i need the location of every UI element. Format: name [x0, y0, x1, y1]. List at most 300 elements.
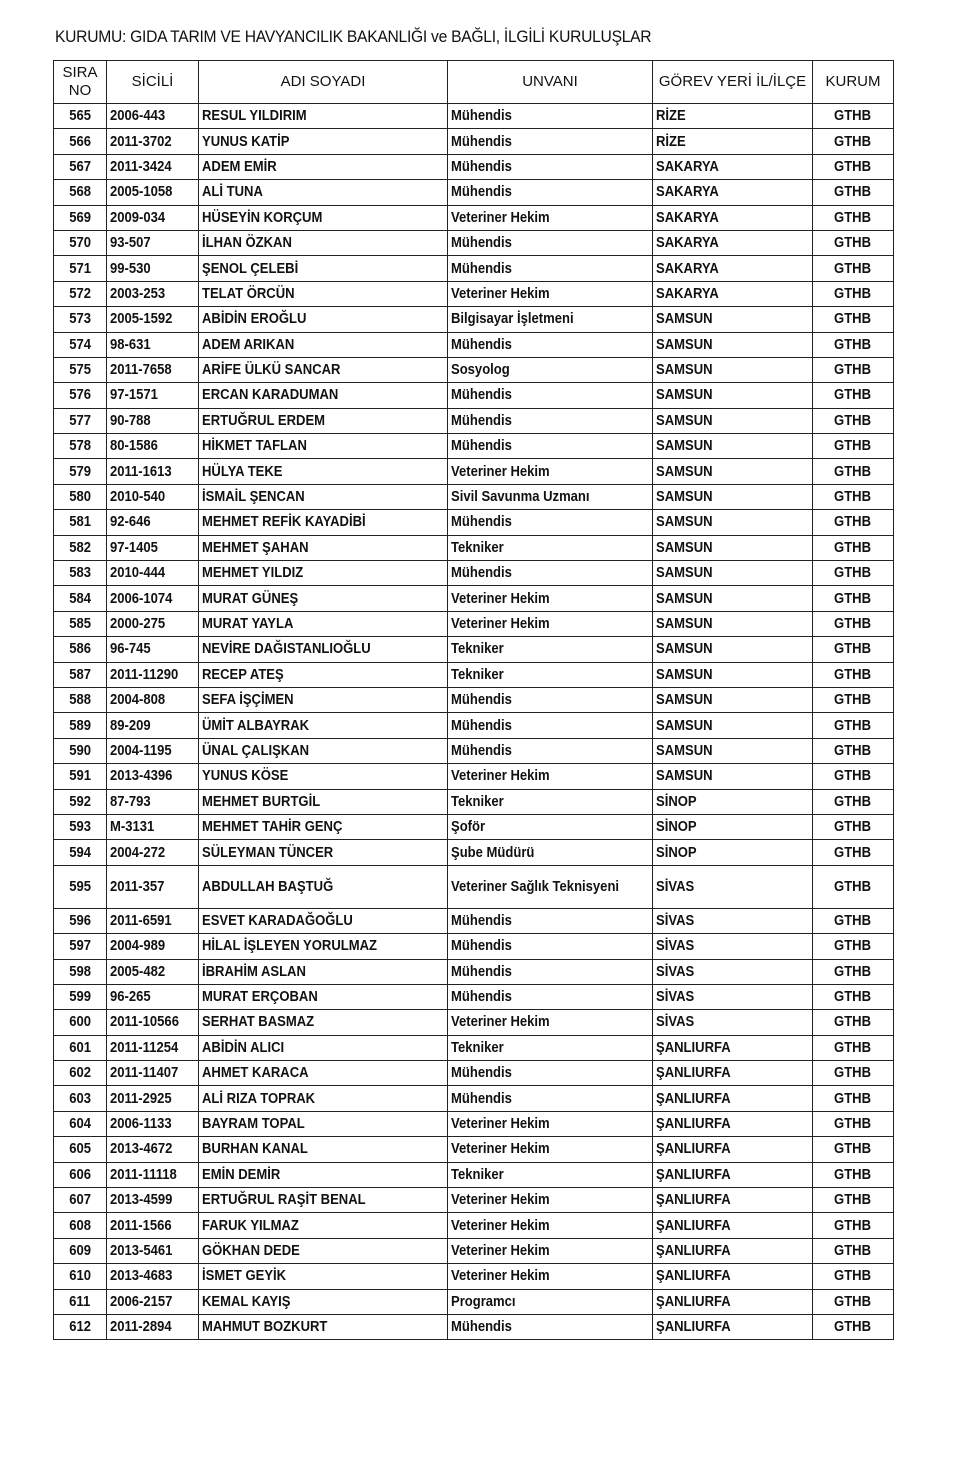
cell-adi-soyadi: [199, 154, 448, 179]
cell-sicil: [107, 484, 199, 509]
cell-sicil-text: 2010-540: [110, 489, 166, 506]
cell-gorev-yeri-text: SİVAS: [656, 938, 695, 955]
cell-adi-soyadi: [199, 561, 448, 586]
cell-sicil-text: 2011-3702: [110, 133, 172, 150]
table-row: [54, 1162, 894, 1187]
cell-unvani: [448, 510, 653, 535]
cell-adi-soyadi-text: HİKMET TAFLAN: [202, 438, 307, 455]
cell-sicil: [107, 1086, 199, 1111]
cell-sicil-text: 2013-4599: [110, 1192, 173, 1209]
cell-unvani-text: Veteriner Hekim: [451, 1242, 550, 1259]
cell-kurum: [813, 662, 894, 687]
cell-kurum-text: GTHB: [834, 989, 872, 1006]
cell-kurum: [813, 1086, 894, 1111]
table-row: [54, 1213, 894, 1238]
cell-kurum-text: GTHB: [834, 438, 872, 455]
cell-unvani-text: Veteriner Hekim: [451, 1116, 550, 1133]
cell-gorev-yeri: [653, 205, 813, 230]
cell-kurum: [813, 1238, 894, 1263]
cell-unvani: [448, 687, 653, 712]
cell-gorev-yeri-text: SAKARYA: [656, 209, 719, 226]
cell-kurum-text: GTHB: [834, 184, 872, 201]
table-row: [54, 459, 894, 484]
cell-sira-no: [54, 154, 107, 179]
cell-unvani: [448, 1086, 653, 1111]
table-row: [54, 256, 894, 281]
cell-sicil: [107, 535, 199, 560]
cell-gorev-yeri: [653, 281, 813, 306]
cell-unvani: [448, 1238, 653, 1263]
cell-unvani: [448, 332, 653, 357]
cell-sira-no-text: 572: [69, 285, 91, 302]
cell-kurum: [813, 1061, 894, 1086]
cell-sicil-text: 93-507: [110, 235, 151, 252]
cell-kurum: [813, 307, 894, 332]
cell-unvani-text: Mühendis: [451, 235, 512, 252]
cell-sira-no: [54, 611, 107, 636]
cell-adi-soyadi: [199, 180, 448, 205]
table-row: [54, 434, 894, 459]
cell-adi-soyadi: [199, 535, 448, 560]
header-no-label: NO: [68, 82, 92, 99]
cell-gorev-yeri: [653, 1188, 813, 1213]
cell-adi-soyadi: [199, 586, 448, 611]
cell-sira-no: [54, 1238, 107, 1263]
cell-adi-soyadi-text: İSMET GEYİK: [202, 1268, 287, 1285]
cell-sira-no-text: 568: [69, 184, 91, 201]
cell-unvani-text: Mühendis: [451, 260, 512, 277]
cell-kurum: [813, 459, 894, 484]
cell-adi-soyadi-text: ADEM EMİR: [202, 158, 277, 175]
cell-sicil: [107, 908, 199, 933]
cell-sicil-text: 2013-4396: [110, 768, 173, 785]
cell-gorev-yeri-text: ŞANLIURFA: [656, 1166, 731, 1183]
cell-adi-soyadi-text: ERTUĞRUL RAŞİT BENAL: [202, 1192, 366, 1209]
table-row: [54, 1035, 894, 1060]
cell-adi-soyadi-text: İLHAN ÖZKAN: [202, 235, 292, 252]
cell-unvani-text: Tekniker: [451, 539, 504, 556]
cell-kurum: [813, 738, 894, 763]
cell-sira-no: [54, 1213, 107, 1238]
cell-adi-soyadi: [199, 104, 448, 129]
cell-unvani: [448, 154, 653, 179]
cell-kurum: [813, 984, 894, 1009]
cell-sira-no: [54, 535, 107, 560]
cell-kurum: [813, 180, 894, 205]
cell-unvani-text: Mühendis: [451, 412, 512, 429]
cell-gorev-yeri-text: ŞANLIURFA: [656, 1217, 731, 1234]
cell-sira-no-text: 603: [69, 1090, 91, 1107]
cell-gorev-yeri-text: ŞANLIURFA: [656, 1192, 731, 1209]
cell-sicil-text: 97-1405: [110, 539, 158, 556]
cell-adi-soyadi: [199, 1188, 448, 1213]
table-row: [54, 281, 894, 306]
cell-kurum-text: GTHB: [834, 1116, 872, 1133]
cell-kurum-text: GTHB: [834, 1039, 872, 1056]
table-body: [54, 104, 894, 1340]
table-row: [54, 104, 894, 129]
cell-sicil: [107, 637, 199, 662]
cell-adi-soyadi-text: MEHMET REFİK KAYADİBİ: [202, 514, 366, 531]
cell-gorev-yeri: [653, 307, 813, 332]
cell-unvani-text: Veteriner Hekim: [451, 616, 550, 632]
cell-adi-soyadi-text: MEHMET TAHİR GENÇ: [202, 819, 343, 836]
cell-sicil: [107, 561, 199, 586]
cell-gorev-yeri-text: SAMSUN: [656, 489, 713, 506]
cell-unvani-text: Bilgisayar İşletmeni: [451, 311, 574, 328]
cell-kurum-text: GTHB: [834, 514, 872, 531]
cell-sira-no: [54, 104, 107, 129]
cell-unvani-text: Mühendis: [451, 963, 512, 980]
table-row: [54, 738, 894, 763]
cell-sicil: [107, 662, 199, 687]
cell-unvani-text: Veteriner Hekim: [451, 285, 550, 302]
cell-gorev-yeri-text: SİVAS: [656, 912, 695, 929]
cell-adi-soyadi-text: ABİDİN ALICI: [202, 1039, 285, 1056]
cell-sicil: [107, 1188, 199, 1213]
cell-sicil: [107, 180, 199, 205]
cell-unvani-text: Veteriner Hekim: [451, 768, 550, 785]
cell-kurum-text: GTHB: [834, 1242, 872, 1259]
cell-adi-soyadi: [199, 1111, 448, 1136]
cell-sira-no: [54, 434, 107, 459]
cell-gorev-yeri: [653, 535, 813, 560]
cell-unvani: [448, 1111, 653, 1136]
cell-unvani-text: Mühendis: [451, 184, 512, 201]
cell-gorev-yeri: [653, 1289, 813, 1314]
cell-sicil-text: 2011-11254: [110, 1039, 179, 1056]
cell-unvani-text: Mühendis: [451, 565, 512, 582]
cell-kurum-text: GTHB: [834, 311, 872, 328]
cell-unvani: [448, 230, 653, 255]
cell-unvani: [448, 586, 653, 611]
personnel-table: [53, 60, 894, 1340]
cell-unvani-text: Mühendis: [451, 692, 512, 709]
table-row: [54, 1188, 894, 1213]
table-row: [54, 764, 894, 789]
cell-sira-no-text: 598: [69, 963, 91, 980]
cell-gorev-yeri-text: SİVAS: [656, 1014, 695, 1031]
cell-sira-no-text: 589: [69, 717, 91, 734]
cell-unvani: [448, 1010, 653, 1035]
cell-kurum-text: GTHB: [834, 1319, 872, 1336]
cell-sira-no: [54, 687, 107, 712]
cell-adi-soyadi-text: BAYRAM TOPAL: [202, 1116, 305, 1133]
cell-sira-no: [54, 1086, 107, 1111]
table-row: [54, 129, 894, 154]
cell-gorev-yeri: [653, 814, 813, 839]
cell-sicil: [107, 104, 199, 129]
cell-unvani: [448, 814, 653, 839]
cell-adi-soyadi-text: MURAT GÜNEŞ: [202, 590, 299, 607]
cell-unvani: [448, 281, 653, 306]
cell-adi-soyadi: [199, 611, 448, 636]
cell-adi-soyadi: [199, 129, 448, 154]
cell-gorev-yeri-text: SAMSUN: [656, 565, 713, 582]
cell-gorev-yeri-text: SAKARYA: [656, 285, 719, 302]
cell-adi-soyadi: [199, 662, 448, 687]
cell-sira-no: [54, 662, 107, 687]
cell-gorev-yeri-text: SAMSUN: [656, 717, 713, 734]
cell-unvani-text: Mühendis: [451, 989, 512, 1006]
cell-unvani: [448, 959, 653, 984]
cell-gorev-yeri: [653, 586, 813, 611]
cell-sicil-text: 2003-253: [110, 285, 166, 302]
cell-unvani-text: Tekniker: [451, 666, 504, 683]
cell-unvani: [448, 1188, 653, 1213]
cell-kurum: [813, 586, 894, 611]
cell-sicil-text: 89-209: [110, 717, 151, 734]
cell-gorev-yeri-text: ŞANLIURFA: [656, 1319, 731, 1336]
cell-sira-no-text: 573: [69, 311, 91, 328]
cell-sicil: [107, 1162, 199, 1187]
cell-adi-soyadi: [199, 1137, 448, 1162]
cell-sira-no-text: 578: [69, 438, 91, 455]
cell-kurum: [813, 1314, 894, 1339]
cell-kurum: [813, 129, 894, 154]
cell-sira-no: [54, 713, 107, 738]
cell-gorev-yeri-text: SAMSUN: [656, 616, 713, 632]
cell-sicil: [107, 764, 199, 789]
table-row: [54, 713, 894, 738]
cell-unvani-text: Tekniker: [451, 641, 504, 658]
cell-kurum-text: GTHB: [834, 616, 872, 632]
cell-adi-soyadi: [199, 1010, 448, 1035]
cell-sira-no: [54, 281, 107, 306]
cell-sira-no: [54, 256, 107, 281]
cell-adi-soyadi: [199, 230, 448, 255]
cell-gorev-yeri: [653, 764, 813, 789]
cell-kurum-text: GTHB: [834, 878, 872, 895]
cell-gorev-yeri-text: SAMSUN: [656, 514, 713, 531]
cell-kurum: [813, 104, 894, 129]
cell-sira-no: [54, 1188, 107, 1213]
table-row: [54, 1086, 894, 1111]
cell-kurum: [813, 908, 894, 933]
cell-kurum: [813, 230, 894, 255]
cell-unvani: [448, 1035, 653, 1060]
cell-gorev-yeri-text: SİNOP: [656, 844, 697, 861]
cell-sicil-text: 2006-1133: [110, 1116, 172, 1133]
cell-kurum: [813, 814, 894, 839]
cell-kurum-text: GTHB: [834, 1166, 872, 1183]
cell-unvani: [448, 256, 653, 281]
cell-sira-no: [54, 1162, 107, 1187]
cell-sicil: [107, 1035, 199, 1060]
cell-sicil-text: 2005-1058: [110, 184, 173, 201]
cell-sira-no-text: 597: [69, 938, 91, 955]
cell-unvani-text: Tekniker: [451, 1039, 504, 1056]
cell-sira-no-text: 566: [69, 133, 91, 150]
cell-sicil: [107, 332, 199, 357]
cell-sicil-text: 2011-3424: [110, 158, 172, 175]
cell-kurum-text: GTHB: [834, 1065, 872, 1082]
cell-sira-no-text: 593: [69, 819, 91, 836]
cell-sicil-text: 2011-7658: [110, 362, 172, 379]
cell-gorev-yeri-text: SAMSUN: [656, 742, 713, 759]
cell-kurum: [813, 1188, 894, 1213]
cell-unvani: [448, 713, 653, 738]
cell-sira-no: [54, 1010, 107, 1035]
table-row: [54, 840, 894, 865]
cell-unvani: [448, 908, 653, 933]
cell-sicil: [107, 1061, 199, 1086]
cell-gorev-yeri: [653, 840, 813, 865]
cell-gorev-yeri: [653, 357, 813, 382]
cell-gorev-yeri: [653, 484, 813, 509]
cell-gorev-yeri: [653, 1137, 813, 1162]
cell-adi-soyadi-text: MEHMET YILDIZ: [202, 565, 304, 582]
cell-adi-soyadi-text: MURAT ERÇOBAN: [202, 989, 318, 1006]
cell-gorev-yeri-text: ŞANLIURFA: [656, 1242, 731, 1259]
cell-adi-soyadi-text: İSMAİL ŞENCAN: [202, 489, 305, 506]
cell-sicil-text: 2011-357: [110, 878, 165, 895]
cell-sira-no: [54, 561, 107, 586]
cell-unvani: [448, 840, 653, 865]
cell-unvani: [448, 934, 653, 959]
cell-adi-soyadi-text: HÜLYA TEKE: [202, 463, 283, 480]
cell-unvani: [448, 1061, 653, 1086]
cell-gorev-yeri: [653, 1111, 813, 1136]
cell-gorev-yeri-text: ŞANLIURFA: [656, 1065, 731, 1082]
cell-gorev-yeri: [653, 1086, 813, 1111]
cell-unvani: [448, 357, 653, 382]
cell-sicil: [107, 713, 199, 738]
cell-unvani: [448, 307, 653, 332]
cell-unvani-text: Şube Müdürü: [451, 844, 535, 861]
cell-unvani: [448, 1264, 653, 1289]
cell-adi-soyadi-text: BURHAN KANAL: [202, 1141, 308, 1158]
cell-unvani-text: Mühendis: [451, 438, 512, 455]
cell-gorev-yeri-text: SAKARYA: [656, 260, 719, 277]
cell-gorev-yeri-text: SAKARYA: [656, 184, 719, 201]
cell-kurum-text: GTHB: [834, 209, 872, 226]
cell-adi-soyadi: [199, 1086, 448, 1111]
cell-adi-soyadi-text: EMİN DEMİR: [202, 1166, 281, 1183]
cell-adi-soyadi: [199, 408, 448, 433]
cell-kurum: [813, 1137, 894, 1162]
cell-kurum: [813, 1289, 894, 1314]
cell-adi-soyadi: [199, 934, 448, 959]
cell-adi-soyadi: [199, 357, 448, 382]
cell-sicil-text: 2006-2157: [110, 1293, 173, 1310]
table-row: [54, 408, 894, 433]
cell-sicil: [107, 256, 199, 281]
cell-sira-no-text: 588: [69, 692, 91, 709]
cell-sira-no: [54, 959, 107, 984]
cell-adi-soyadi: [199, 459, 448, 484]
cell-sira-no-text: 571: [69, 260, 91, 277]
cell-gorev-yeri: [653, 1061, 813, 1086]
cell-sicil-text: 2004-808: [110, 692, 166, 709]
cell-sira-no: [54, 908, 107, 933]
cell-sira-no-text: 567: [69, 158, 91, 175]
table-row: [54, 332, 894, 357]
cell-kurum-text: GTHB: [834, 1192, 872, 1209]
cell-kurum-text: GTHB: [834, 844, 872, 861]
cell-unvani-text: Veteriner Hekim: [451, 590, 550, 607]
cell-sicil-text: 97-1571: [110, 387, 158, 404]
cell-adi-soyadi-text: ŞENOL ÇELEBİ: [202, 260, 299, 277]
cell-adi-soyadi-text: ABİDİN EROĞLU: [202, 311, 307, 328]
cell-sicil-text: 2006-443: [110, 108, 166, 125]
cell-adi-soyadi-text: YUNUS KATİP: [202, 133, 290, 150]
cell-kurum-text: GTHB: [834, 565, 872, 582]
cell-sira-no: [54, 1289, 107, 1314]
cell-adi-soyadi: [199, 764, 448, 789]
cell-sira-no-text: 596: [69, 912, 91, 929]
cell-adi-soyadi-text: İBRAHİM ASLAN: [202, 963, 306, 980]
cell-sicil-text: 2011-10566: [110, 1014, 179, 1031]
cell-unvani: [448, 1213, 653, 1238]
cell-gorev-yeri-text: ŞANLIURFA: [656, 1141, 731, 1158]
cell-kurum: [813, 154, 894, 179]
cell-gorev-yeri: [653, 662, 813, 687]
cell-sira-no-text: 595: [69, 878, 91, 895]
cell-unvani: [448, 865, 653, 908]
cell-sira-no-text: 575: [69, 362, 91, 379]
header-gorev-yeri: GÖREV YERİ İL/İLÇE: [653, 61, 813, 104]
cell-gorev-yeri: [653, 865, 813, 908]
cell-sicil-text: 2004-1195: [110, 742, 172, 759]
cell-adi-soyadi-text: RECEP ATEŞ: [202, 666, 284, 683]
cell-adi-soyadi-text: ERTUĞRUL ERDEM: [202, 412, 326, 429]
cell-kurum-text: GTHB: [834, 412, 872, 429]
cell-gorev-yeri: [653, 713, 813, 738]
cell-unvani: [448, 205, 653, 230]
cell-kurum-text: GTHB: [834, 260, 872, 277]
table-row: [54, 1010, 894, 1035]
cell-sicil: [107, 934, 199, 959]
cell-adi-soyadi: [199, 1238, 448, 1263]
cell-adi-soyadi-text: RESUL YILDIRIM: [202, 108, 307, 125]
cell-kurum: [813, 840, 894, 865]
cell-adi-soyadi-text: NEVİRE DAĞISTANLIOĞLU: [202, 641, 371, 658]
cell-adi-soyadi-text: ABDULLAH BAŞTUĞ: [202, 878, 334, 895]
cell-sicil-text: 90-788: [110, 412, 151, 429]
cell-sicil: [107, 1213, 199, 1238]
cell-unvani: [448, 1162, 653, 1187]
table-row: [54, 307, 894, 332]
cell-sira-no-text: 609: [69, 1242, 91, 1259]
cell-adi-soyadi: [199, 814, 448, 839]
cell-adi-soyadi: [199, 738, 448, 763]
cell-sira-no-text: 582: [69, 539, 91, 556]
cell-adi-soyadi-text: ERCAN KARADUMAN: [202, 387, 339, 404]
cell-sicil-text: 2011-6591: [110, 912, 172, 929]
table-row: [54, 637, 894, 662]
cell-gorev-yeri: [653, 959, 813, 984]
cell-kurum: [813, 332, 894, 357]
cell-gorev-yeri: [653, 1238, 813, 1263]
table-row: [54, 180, 894, 205]
cell-sicil: [107, 1238, 199, 1263]
cell-sicil-text: 92-646: [110, 514, 151, 531]
table-row: [54, 687, 894, 712]
cell-sicil: [107, 307, 199, 332]
cell-sira-no-text: 580: [69, 489, 91, 506]
cell-adi-soyadi-text: ÜNAL ÇALIŞKAN: [202, 742, 310, 759]
cell-kurum: [813, 1010, 894, 1035]
cell-sicil: [107, 1010, 199, 1035]
cell-sicil-text: 2005-1592: [110, 311, 173, 328]
table-row: [54, 230, 894, 255]
cell-adi-soyadi-text: KEMAL KAYIŞ: [202, 1293, 291, 1310]
cell-kurum: [813, 934, 894, 959]
cell-kurum: [813, 1035, 894, 1060]
cell-unvani: [448, 1314, 653, 1339]
cell-gorev-yeri: [653, 1010, 813, 1035]
